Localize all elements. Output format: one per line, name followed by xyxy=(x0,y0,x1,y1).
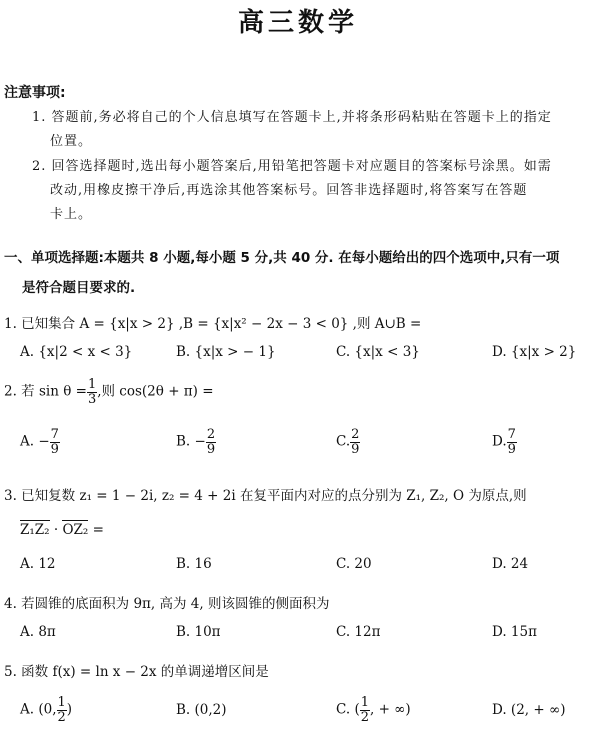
option-c-left: ( xyxy=(354,701,360,718)
option-a-prefix: A. − xyxy=(20,433,50,450)
notice-item-1-line-1: 1. 答题前,务必将自己的个人信息填写在答题卡上,并将条形码粘贴在答题卡上的指定 xyxy=(32,110,552,125)
option-d-numerator: 7 xyxy=(507,427,516,442)
option-c-prefix: C. xyxy=(336,433,351,450)
option-b-numerator: 2 xyxy=(206,427,216,442)
question-5-option-a xyxy=(20,696,72,724)
option-c-denominator: 2 xyxy=(360,709,369,725)
option-a-numerator: 7 xyxy=(50,427,59,442)
notice-heading: 注意事项: xyxy=(4,85,66,101)
question-3-stem: 3. 已知复数 z₁ = 1 − 2i, z₂ = 4 + 2i 在复平面内对应的点分别为 Z₁, Z₂, O 为原点,则 xyxy=(4,488,527,504)
option-a-left: (0, xyxy=(38,701,57,718)
vector-z1z2: Z₁Z₂ xyxy=(20,522,50,538)
question-5-option-b: B. (0,2) xyxy=(176,702,227,718)
question-2-option-d xyxy=(492,428,517,456)
question-3-vector-expression xyxy=(20,520,104,538)
question-1-option-a: A. {x|2 < x < 3} xyxy=(20,344,133,360)
question-2-stem-prefix: 2. 若 sin θ = xyxy=(4,383,87,400)
question-1-option-b: B. {x|x > − 1} xyxy=(176,344,276,360)
question-2-stem xyxy=(4,378,214,406)
question-2-stem-suffix: ,则 cos(2θ + π) = xyxy=(97,383,214,400)
question-3-option-b: B. 16 xyxy=(176,556,212,572)
option-a-right: ) xyxy=(66,701,73,718)
question-5-option-c xyxy=(336,696,411,724)
option-a-denominator: 9 xyxy=(50,441,59,457)
option-a-prefix: A. xyxy=(20,701,35,718)
equals-symbol: = xyxy=(92,522,104,538)
question-1-option-c: C. {x|x < 3} xyxy=(336,344,420,360)
option-b-denominator: 9 xyxy=(206,441,216,457)
option-d-prefix: D. xyxy=(492,433,507,450)
option-c-numerator: 1 xyxy=(360,695,369,710)
question-2-option-c xyxy=(336,428,360,456)
question-1-option-d: D. {x|x > 2} xyxy=(492,344,577,360)
question-2-option-b xyxy=(176,428,216,456)
page-title: 高三数学 xyxy=(238,8,359,38)
question-2-option-a xyxy=(20,428,60,456)
question-2-fraction xyxy=(87,378,97,406)
notice-item-2-line-3: 卡上。 xyxy=(50,207,93,222)
question-4-stem: 4. 若圆锥的底面积为 9π, 高为 4, 则该圆锥的侧面积为 xyxy=(4,596,330,612)
notice-item-1-line-2: 位置。 xyxy=(50,134,93,149)
question-4-option-a: A. 8π xyxy=(20,624,56,640)
question-5-option-d: D. (2, + ∞) xyxy=(492,702,566,718)
option-d-denominator: 9 xyxy=(507,441,516,457)
dot-product-symbol: · xyxy=(53,522,59,538)
question-2-fraction-denominator: 3 xyxy=(87,391,97,407)
option-c-fraction xyxy=(350,428,360,456)
option-b-fraction xyxy=(206,428,216,456)
vector-oz2: OZ₂ xyxy=(62,522,89,538)
question-3-option-a: A. 12 xyxy=(20,556,56,572)
option-c-numerator: 2 xyxy=(351,427,360,442)
section-heading-line-1: 一、单项选择题:本题共 8 小题,每小题 5 分,共 40 分. 在每小题给出的四个选项中,只有一项 xyxy=(4,250,560,266)
notice-item-2-line-1: 2. 回答选择题时,选出每小题答案后,用铅笔把答题卡对应题目的答案标号涂黑。如需 xyxy=(32,159,552,174)
question-1-stem: 1. 已知集合 A = {x|x > 2} ,B = {x|x² − 2x − 3 < 0} ,则 A∪B = xyxy=(4,316,422,332)
question-2-fraction-numerator: 1 xyxy=(87,377,97,392)
question-3-option-c: C. 20 xyxy=(336,556,372,572)
option-c-fraction xyxy=(360,696,370,724)
question-4-option-b: B. 10π xyxy=(176,624,221,640)
option-c-right: , + ∞) xyxy=(370,701,411,718)
option-a-fraction xyxy=(50,428,60,456)
question-5-stem: 5. 函数 f(x) = ln x − 2x 的单调递增区间是 xyxy=(4,664,269,680)
notice-item-2-line-2: 改动,用橡皮擦干净后,再选涂其他答案标号。回答非选择题时,将答案写在答题 xyxy=(50,183,528,198)
option-c-prefix: C. xyxy=(336,701,351,718)
option-c-denominator: 9 xyxy=(351,441,360,457)
option-a-denominator: 2 xyxy=(57,709,66,725)
question-4-option-d: D. 15π xyxy=(492,624,537,640)
question-4-option-c: C. 12π xyxy=(336,624,381,640)
section-heading-line-2: 是符合题目要求的. xyxy=(22,280,136,296)
option-d-fraction xyxy=(507,428,517,456)
option-a-fraction xyxy=(57,696,67,724)
option-a-numerator: 1 xyxy=(57,695,66,710)
option-b-prefix: B. − xyxy=(176,433,206,450)
question-3-option-d: D. 24 xyxy=(492,556,529,572)
